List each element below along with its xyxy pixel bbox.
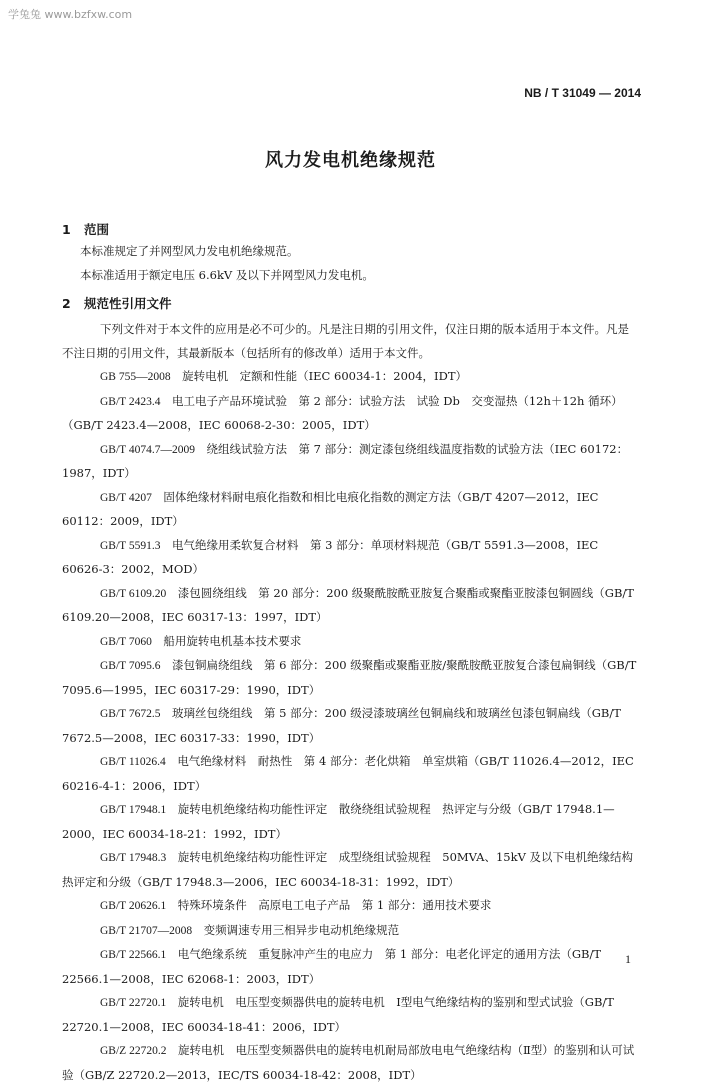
section-1-title: 范围 [84,222,110,237]
reference-text: 漆包圆绕组线 第 20 部分：200 级聚酰胺酰亚胺复合聚酯或聚酯亚胺漆包铜圆线（GB/T 6109.20—2008，IEC 60317-13：1997，IDT） [62,585,634,624]
reference-text: 固体绝缘材料耐电痕化指数和相比电痕化指数的测定方法（GB/T 4207—2012，IEC 60112：2009，IDT） [62,489,599,528]
document-title: 风力发电机绝缘规范 [265,150,436,171]
reference-text: 旋转电机绝缘结构功能性评定 散绕绕组试验规程 热评定与分级（GB/T 17948.1—2000，IEC 60034-18-21：1992，IDT） [62,802,615,841]
reference-code: GB/T 22566.1 [100,949,167,961]
reference-item [62,919,640,944]
reference-text: 电气绝缘材料 耐热性 第 4 部分：老化烘箱 单室烘箱（GB/T 11026.4—2012，IEC 60216-4-1：2006，IDT） [62,754,634,793]
reference-item [62,846,640,894]
reference-code: GB 755—2008 [100,371,171,383]
reference-code: GB/Z 22720.2 [100,1045,167,1057]
reference-code: GB/T 4207 [100,491,152,504]
section-1-body [80,240,640,287]
reference-code: GB/T 11026.4 [100,756,166,768]
standard-code: NB / T 31049 — 2014 [524,86,641,100]
reference-text: 旋转电机绝缘结构功能性评定 成型绕组试验规程 50MVA、15kV 及以下电机绝缘结构热评定和分级（GB/T 17948.3—2006，IEC 60034-18-31：1992，IDT） [62,850,634,889]
reference-item [62,365,640,390]
reference-item [62,582,640,630]
reference-text: 旋转电机 电压型变频器供电的旋转电机 Ⅰ型电气绝缘结构的鉴别和型式试验（GB/T 22720.1—2008，IEC 60034-18-41：2006，IDT） [62,995,614,1034]
reference-text: 电气绝缘系统 重复脉冲产生的电应力 第 1 部分：电老化评定的通用方法（GB/T 22566.1—2008，IEC 62068-1：2003，IDT） [62,947,602,986]
reference-item [62,486,640,534]
reference-text: 漆包铜扁绕组线 第 6 部分：200 级聚酯或聚酯亚胺/聚酰胺酰亚胺复合漆包扁铜线（GB/T 7095.6—1995，IEC 60317-29：1990，IDT） [62,658,637,697]
reference-text: 电工电子产品环境试验 第 2 部分：试验方法 试验 Db 交变湿热（12h＋12h 循环）（GB/T 2423.4—2008，IEC 60068-2-30：2005，IDT） [62,393,623,432]
reference-code: GB/T 21707—2008 [100,924,193,937]
section-2-title: 规范性引用文件 [84,296,172,311]
section-2-body [62,318,640,1087]
reference-code: GB/T 2423.4 [100,395,161,408]
reference-text: 玻璃丝包绕组线 第 5 部分：200 级浸漆玻璃丝包铜扁线和玻璃丝包漆包铜扁线（GB/T 7672.5—2008，IEC 60317-33：1990，IDT） [62,706,621,745]
reference-code: GB/T 7672.5 [100,708,161,720]
reference-text: 特殊环境条件 高原电工电子产品 第 1 部分：通用技术要求 [177,898,492,912]
section-2-number: 2 [62,296,71,311]
reference-code: GB/T 7060 [100,635,152,648]
section-1-heading [62,220,109,238]
reference-item [62,390,640,438]
reference-code: GB/T 4074.7—2009 [100,443,195,456]
reference-item [62,534,640,582]
reference-code: GB/T 20626.1 [100,900,167,912]
reference-code: GB/T 17948.3 [100,852,167,864]
reference-text: 变频调速专用三相异步电动机绝缘规范 [203,922,400,937]
reference-code: GB/T 6109.20 [100,587,167,600]
reference-text: 绕组线试验方法 第 7 部分：测定漆包绕组线温度指数的试验方法（IEC 60172：1987，IDT） [62,441,629,480]
reference-item [62,702,640,750]
reference-list [62,365,640,1087]
reference-item [62,630,640,655]
reference-item [62,991,640,1039]
reference-item [62,798,640,846]
reference-item [62,750,640,798]
reference-text: 旋转电机 定额和性能（IEC 60034-1：2004，IDT） [182,369,467,383]
section-2-intro: 下列文件对于本文件的应用是必不可少的。凡是注日期的引用文件，仅注日期的版本适用于本文件。凡是不注日期的引用文件，其最新版本（包括所有的修改单）适用于本文件。 [62,322,629,360]
page-number: 1 [625,952,631,966]
reference-code: GB/T 7095.6 [100,660,161,672]
reference-text: 电气绝缘用柔软复合材料 第 3 部分：单项材料规范（GB/T 5591.3—2008，IEC 60626-3：2002，MOD） [62,537,599,576]
reference-code: GB/T 22720.1 [100,997,167,1009]
reference-item [62,1039,640,1087]
reference-text: 船用旋转电机基本技术要求 [163,633,302,648]
section-1-paragraph: 本标准规定了并网型风力发电机绝缘规范。 [80,244,299,258]
reference-item [62,943,640,991]
watermark-text: 学兔兔 www.bzfxw.com [8,8,133,21]
reference-text: 旋转电机 电压型变频器供电的旋转电机耐局部放电电气绝缘结构（Ⅱ型）的鉴别和认可试验（GB/Z 22720.2—2013，IEC/TS 60034-18-42：2008，IDT） [62,1043,635,1082]
section-1-paragraph: 本标准适用于额定电压 6.6kV 及以下并网型风力发电机。 [80,267,374,282]
reference-item [62,894,640,919]
section-1-number: 1 [62,222,71,237]
reference-code: GB/T 5591.3 [100,539,161,552]
reference-item [62,438,640,486]
reference-code: GB/T 17948.1 [100,804,167,816]
reference-item [62,654,640,702]
section-2-heading [62,294,172,312]
